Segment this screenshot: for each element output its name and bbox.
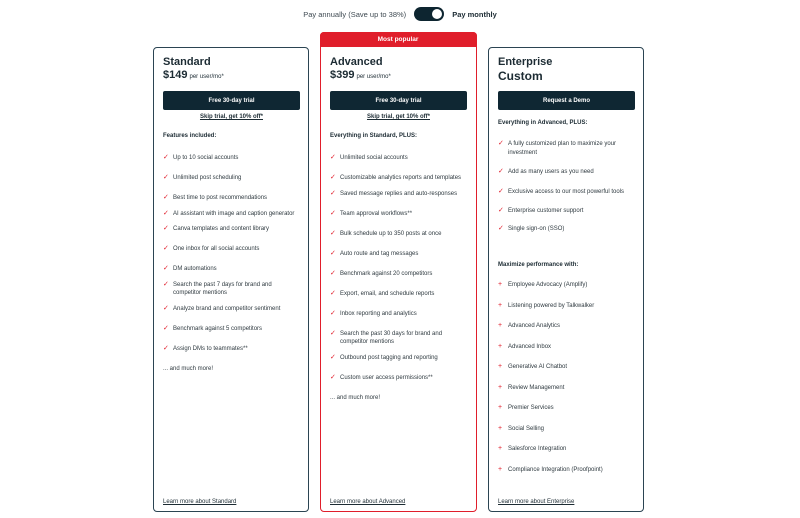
features-heading: Everything in Advanced, PLUS: [498, 120, 588, 126]
plus-icon: + [498, 281, 503, 288]
list-item: ✓ Benchmark against 5 competitors [163, 324, 263, 332]
plan-price: Custom [498, 69, 543, 83]
list-item: ✓ Unlimited social accounts [330, 154, 408, 161]
plan-card-advanced [320, 32, 477, 512]
check-icon: ✓ [330, 309, 336, 317]
plus-icon: + [498, 445, 503, 452]
check-icon: ✓ [163, 265, 169, 272]
check-icon: ✓ [330, 154, 336, 161]
plus-icon: + [498, 424, 503, 432]
check-icon: ✓ [330, 373, 336, 381]
list-item: ✓ Team approval workflows** [330, 209, 413, 217]
check-icon: ✓ [330, 329, 336, 337]
addon-list [498, 281, 634, 474]
list-item: + Generative AI Chatbot [498, 363, 568, 370]
list-item: + Salesforce Integration [498, 445, 567, 452]
pay-annually-label[interactable]: Pay annually (Save up to 38%) [303, 9, 407, 19]
check-icon: ✓ [330, 189, 336, 197]
price-unit: per user/mo* [356, 74, 391, 80]
list-item: ✓ Exclusive access to our most powerful tools [498, 187, 625, 195]
list-item: ✓ Search the past 7 days for brand and competitor mentions [163, 280, 272, 296]
check-icon: ✓ [163, 280, 169, 288]
check-icon: ✓ [330, 209, 336, 217]
pay-monthly-label[interactable]: Pay monthly [452, 9, 497, 19]
more-text: ... and much more! [330, 394, 381, 401]
skip-trial-link[interactable]: Skip trial, get 10% off* [199, 114, 263, 120]
list-item: ✓ A fully customized plan to maximize your investment [498, 140, 617, 156]
most-popular-badge: Most popular [320, 32, 477, 47]
learn-more-standard-link[interactable]: Learn more about Standard [163, 499, 237, 505]
list-item: + Employee Advocacy (Amplify) [498, 281, 588, 288]
plus-icon: + [498, 363, 503, 370]
check-icon: ✓ [498, 224, 504, 232]
check-icon: ✓ [330, 353, 336, 361]
check-icon: ✓ [163, 225, 169, 232]
free-trial-button[interactable]: Free 30-day trial [330, 91, 467, 110]
check-icon: ✓ [498, 140, 504, 147]
features-heading: Features included: [163, 133, 217, 139]
check-icon: ✓ [163, 154, 169, 161]
list-item: ✓ Saved message replies and auto-responses [330, 189, 458, 197]
plan-card-enterprise [488, 47, 644, 512]
check-icon: ✓ [330, 174, 336, 181]
list-item: ✓ Export, email, and schedule reports [330, 289, 435, 297]
plan-card-standard [153, 47, 309, 512]
feature-list [163, 154, 299, 373]
feature-list [330, 154, 467, 402]
check-icon: ✓ [163, 304, 169, 312]
check-icon: ✓ [163, 209, 169, 217]
plus-icon: + [498, 383, 503, 391]
list-item: ✓ Customizable analytics reports and templates [330, 174, 462, 181]
list-item: ✓ DM automations [163, 265, 217, 272]
list-item: + Advanced Analytics [498, 322, 561, 329]
price-unit: per user/mo* [189, 74, 224, 80]
price-row [330, 69, 467, 81]
list-item: ✓ Analyze brand and competitor sentiment [163, 304, 281, 312]
check-icon: ✓ [498, 207, 504, 214]
toggle-knob [432, 9, 442, 19]
check-icon: ✓ [330, 289, 336, 297]
list-item: + Compliance Integration (Proofpoint) [498, 465, 603, 473]
list-item: ✓ Assign DMs to teammates** [163, 344, 248, 352]
plan-price: $149 [163, 69, 188, 81]
list-item: ✓ Canva templates and content library [163, 225, 270, 232]
list-item: ✓ Add as many users as you need [498, 168, 594, 175]
check-icon: ✓ [163, 324, 169, 332]
learn-more-enterprise-link[interactable]: Learn more about Enterprise [498, 499, 575, 505]
list-item: ✓ Single sign-on (SSO) [498, 224, 565, 232]
list-item: ✓ Inbox reporting and analytics [330, 309, 417, 317]
check-icon: ✓ [163, 174, 169, 181]
list-item: ✓ Benchmark against 20 competitors [330, 269, 433, 277]
learn-more-advanced-link[interactable]: Learn more about Advanced [330, 499, 406, 505]
plus-icon: + [498, 465, 503, 473]
check-icon: ✓ [330, 229, 336, 237]
plan-name: Advanced [330, 56, 383, 68]
list-item: ✓ Up to 10 social accounts [163, 154, 239, 161]
list-item: ✓ Enterprise customer support [498, 207, 584, 214]
feature-list [498, 140, 634, 233]
list-item: ✓ Custom user access permissions** [330, 373, 433, 381]
list-item: + Social Selling [498, 424, 545, 432]
more-text: ... and much more! [163, 365, 214, 372]
check-icon: ✓ [163, 245, 169, 252]
list-item: ✓ Search the past 30 days for brand and competitor mentions [330, 329, 443, 345]
addons-heading: Maximize performance with: [498, 262, 579, 268]
check-icon: ✓ [163, 344, 169, 352]
plus-icon: + [498, 342, 503, 350]
features-heading: Everything in Standard, PLUS: [330, 133, 418, 139]
check-icon: ✓ [498, 187, 504, 195]
skip-trial-link[interactable]: Skip trial, get 10% off* [366, 114, 430, 120]
plus-icon: + [498, 404, 503, 411]
list-item: ✓ Unlimited post scheduling [163, 174, 242, 181]
check-icon: ✓ [498, 168, 504, 175]
list-item: ✓ Bulk schedule up to 350 posts at once [330, 229, 442, 237]
check-icon: ✓ [330, 269, 336, 277]
list-item: ✓ Auto route and tag messages [330, 249, 419, 257]
list-item: + Advanced Inbox [498, 342, 552, 350]
list-item: ✓ One inbox for all social accounts [163, 245, 260, 252]
request-demo-button[interactable]: Request a Demo [498, 91, 635, 110]
plan-name: Enterprise [498, 56, 553, 68]
plan-price: $399 [330, 69, 355, 81]
check-icon: ✓ [330, 249, 336, 257]
list-item: + Listening powered by Talkwalker [498, 301, 595, 309]
plus-icon: + [498, 301, 503, 309]
plan-name: Standard [163, 56, 211, 68]
list-item: ✓ AI assistant with image and caption generator [163, 209, 295, 217]
price-row [163, 69, 299, 81]
plus-icon: + [498, 322, 503, 329]
list-item: + Premier Services [498, 404, 554, 411]
billing-toggle-row [0, 7, 800, 21]
check-icon: ✓ [163, 194, 169, 201]
list-item: ✓ Outbound post tagging and reporting [330, 353, 438, 361]
free-trial-button[interactable]: Free 30-day trial [163, 91, 300, 110]
billing-toggle-switch[interactable] [414, 7, 444, 21]
list-item: + Review Management [498, 383, 565, 391]
list-item: ✓ Best time to post recommendations [163, 194, 268, 201]
